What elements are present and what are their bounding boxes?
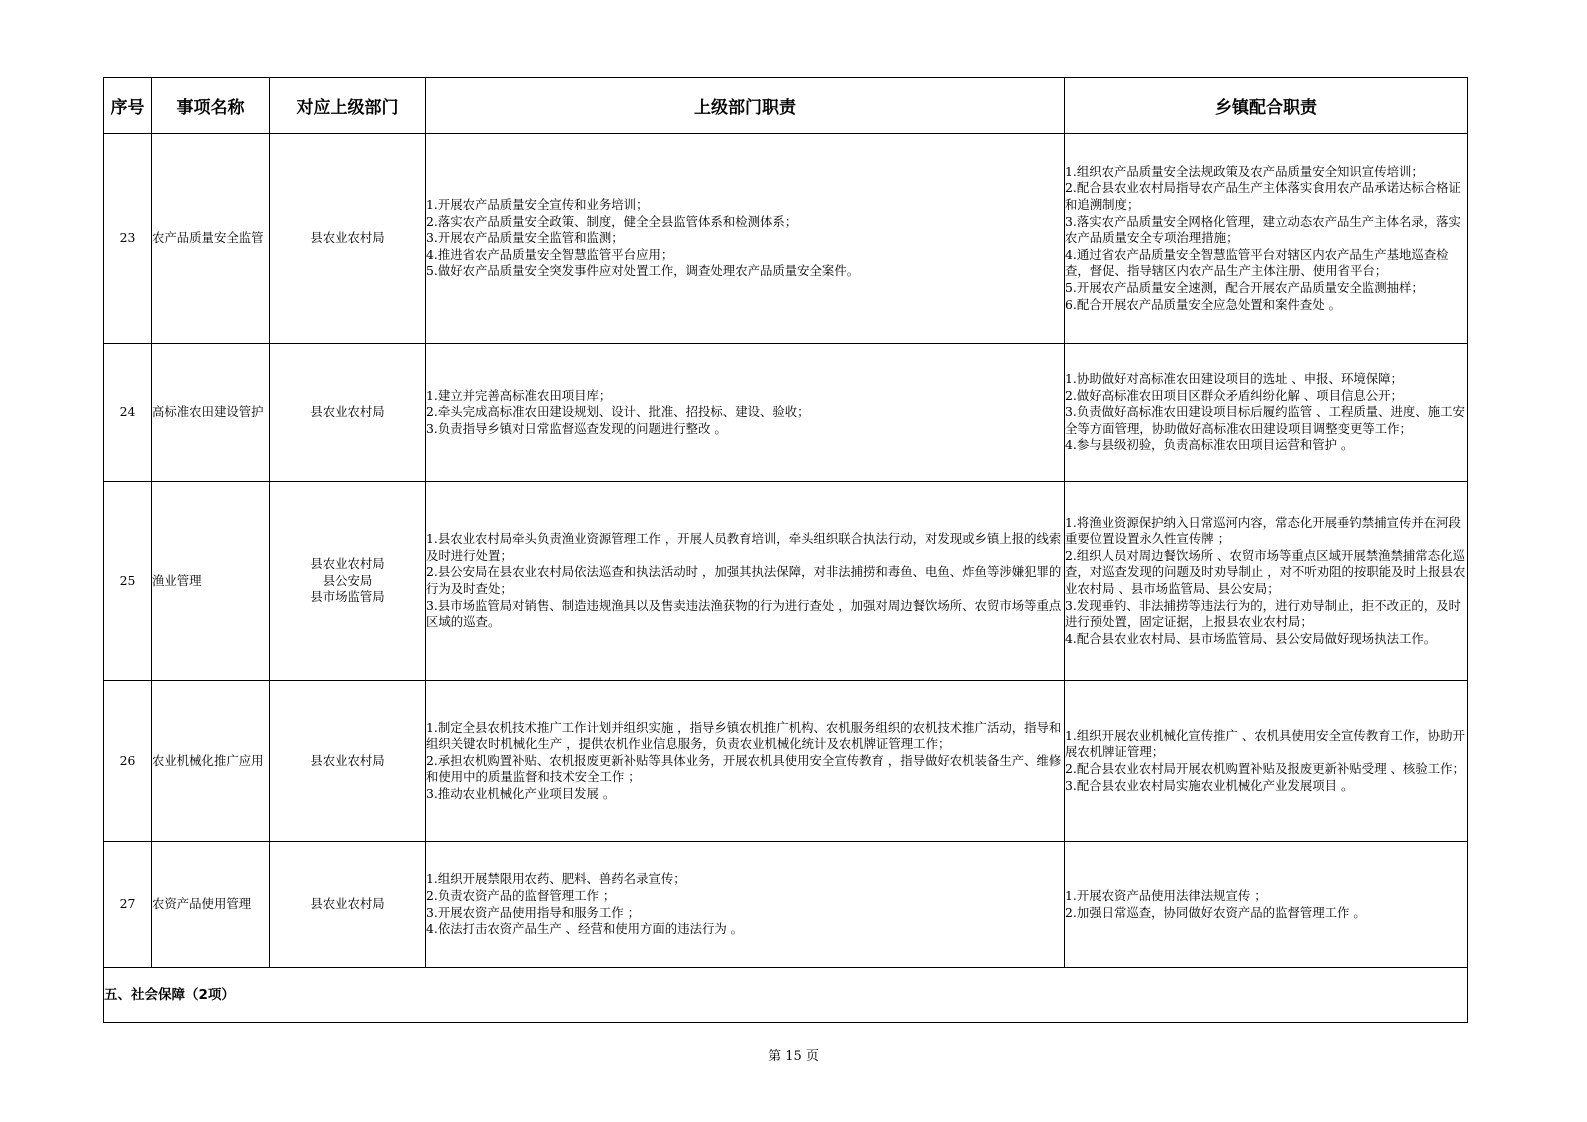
header-num: 序号 xyxy=(104,78,152,134)
duty-line: 1.组织开展禁限用农药、肥料、兽药名录宣传； xyxy=(426,871,686,887)
duty-line: 3.配合县农业农村局实施农业机械化产业发展项目 。 xyxy=(1065,777,1354,793)
dept-line: 县农业农村局 xyxy=(310,752,385,768)
dept-line: 县市场监管局 xyxy=(310,589,385,605)
duty-line: 5.做好农产品质量安全突发事件应对处置工作，调查处理农产品质量安全案件。 xyxy=(426,263,860,279)
duty-line: 3.负责指导乡镇对日常监督巡查发现的问题进行整改 。 xyxy=(426,420,727,436)
duty-line: 4.依法打击农资产品生产 、经营和使用方面的违法行为 。 xyxy=(426,921,744,937)
table-row xyxy=(104,134,1468,344)
duty-line: 4.参与县级初验，负责高标准农田项目运营和管护 。 xyxy=(1065,437,1354,453)
duty-line: 1.县农业农村局牵头负责渔业资源管理工作 ，开展人员教育培训，牵头组织联合执法行动，对发现或乡镇上报的线索及时进行处置； xyxy=(426,531,1062,563)
duty-line: 4.推进省农产品质量安全智慧监管平台应用； xyxy=(426,246,674,262)
dept-line: 县农业农村局 xyxy=(310,404,385,420)
row-town-duty xyxy=(1065,482,1468,681)
header-upper-duty: 上级部门职责 xyxy=(426,78,1065,134)
table-row xyxy=(104,482,1468,681)
duty-line: 3.负责做好高标准农田建设项目标后履约监管 、工程质量、进度、施工安全等方面管理，协助做好高标准农田建设项目调整变更等工作； xyxy=(1065,404,1465,436)
section-heading: 五、社会保障（2项） xyxy=(104,968,1468,1023)
row-upper-duty xyxy=(426,842,1065,968)
duty-line: 2.加强日常巡查，协同做好农资产品的监督管理工作 。 xyxy=(1065,904,1366,920)
row-upper-duty xyxy=(426,344,1065,482)
duty-line: 1.组织农产品质量安全法规政策及农产品质量安全知识宣传培训； xyxy=(1065,163,1424,179)
row-upper-duty xyxy=(426,134,1065,344)
row-num: 25 xyxy=(104,482,152,681)
duty-line: 3.县市场监管局对销售、制造违规渔具以及售卖违法渔获物的行为进行查处 ，加强对周边餐饮场所、农贸市场等重点区域的巡查。 xyxy=(426,597,1062,630)
duty-line: 2.配合县农业农村局指导农产品生产主体落实食用农产品承诺达标合格证和追溯制度； xyxy=(1065,180,1461,213)
row-town-duty xyxy=(1065,134,1468,344)
duty-line: 1.制定全县农机技术推广工作计划并组织实施 ，指导乡镇农机推广机构、农机服务组织的农机技术推广活动，指导和组织关键农时机械化生产 ，提供农机作业信息服务，负责农业机械化统计及农机牌证管理工作； xyxy=(426,719,1062,752)
duty-line: 3.落实农产品质量安全网格化管理，建立动态农产品生产主体名录，落实农产品质量安全专项治理措施； xyxy=(1065,213,1461,246)
row-item-name: 农资产品使用管理 xyxy=(152,842,270,968)
duty-line: 2.落实农产品质量安全政策、制度，健全全县监管体系和检测体系； xyxy=(426,213,798,229)
row-num: 24 xyxy=(104,344,152,482)
duty-table xyxy=(103,77,1468,1023)
table-body xyxy=(104,134,1468,1023)
row-item-name: 农业机械化推广应用 xyxy=(152,681,270,842)
duty-line: 2.承担农机购置补贴、农机报废更新补贴等具体业务，开展农机具使用安全宣传教育 ，指导做好农机装备生产、维修和使用中的质量监督和技术安全工作 ； xyxy=(426,752,1062,785)
table-row xyxy=(104,842,1468,968)
duty-line: 6.配合开展农产品质量安全应急处置和案件查处 。 xyxy=(1065,296,1341,312)
duty-line: 4.配合县农业农村局、县市场监管局、县公安局做好现场执法工作。 xyxy=(1065,630,1437,646)
duty-line: 1.开展农资产品使用法律法规宣传 ； xyxy=(1065,887,1267,903)
table-row xyxy=(104,681,1468,842)
row-town-duty xyxy=(1065,842,1468,968)
header-upper-dept: 对应上级部门 xyxy=(270,78,426,134)
table-row xyxy=(104,344,1468,482)
duty-line: 2.牵头完成高标准农田建设规划、设计、批准、招投标、建设、验收； xyxy=(426,404,810,420)
duty-line: 1.建立并完善高标准农田项目库； xyxy=(426,387,612,403)
header-town-duty: 乡镇配合职责 xyxy=(1065,78,1468,134)
row-dept xyxy=(270,681,426,842)
duty-line: 1.开展农产品质量安全宣传和业务培训； xyxy=(426,197,649,213)
section-row xyxy=(104,968,1468,1023)
duty-line: 3.推动农业机械化产业项目发展 。 xyxy=(426,785,616,801)
row-item-name: 渔业管理 xyxy=(152,482,270,681)
row-num: 23 xyxy=(104,134,152,344)
page-number: 第 15 页 xyxy=(768,1049,819,1064)
row-dept xyxy=(270,842,426,968)
duty-line: 2.配合县农业农村局开展农机购置补贴及报废更新补贴受理 、核验工作； xyxy=(1065,761,1465,776)
row-num: 27 xyxy=(104,842,152,968)
duty-line: 2.县公安局在县农业农村局依法巡查和执法活动时 ，加强其执法保障，对非法捕捞和毒鱼、电鱼、炸鱼等涉嫌犯罪的行为及时查处； xyxy=(426,564,1062,596)
row-upper-duty xyxy=(426,482,1065,681)
dept-line: 县农业农村局 xyxy=(310,556,385,572)
row-upper-duty xyxy=(426,681,1065,842)
row-dept xyxy=(270,482,426,681)
duty-line: 4.通过省农产品质量安全智慧监管平台对辖区内农产品生产基地巡查检查，督促、指导辖区内农产品生产主体注册、使用省平台； xyxy=(1065,246,1449,279)
dept-line: 县公安局 xyxy=(322,572,373,588)
duty-line: 3.开展农产品质量安全监管和监测； xyxy=(426,230,624,246)
header-row xyxy=(104,78,1468,134)
duty-line: 5.开展农产品质量安全速测，配合开展农产品质量安全监测抽样； xyxy=(1065,279,1424,295)
header-item-name: 事项名称 xyxy=(152,78,270,134)
duty-line: 2.负责农资产品的监督管理工作 ； xyxy=(426,887,616,903)
row-item-name: 农产品质量安全监管 xyxy=(152,134,270,344)
dept-line: 县农业农村局 xyxy=(310,896,385,912)
row-town-duty xyxy=(1065,681,1468,842)
duty-line: 3.发现垂钓、非法捕捞等违法行为的，进行劝导制止，拒不改正的，及时进行预处置，固定证据，上报县农业农村局； xyxy=(1065,597,1461,630)
duty-line: 2.做好高标准农田项目区群众矛盾纠纷化解 、项目信息公开； xyxy=(1065,387,1403,403)
duty-line: 1.将渔业资源保护纳入日常巡河内容，常态化开展垂钓禁捕宣传并在河段重要位置设置永久性宣传牌 ； xyxy=(1065,514,1461,547)
duty-line: 3.开展农资产品使用指导和服务工作 ； xyxy=(426,904,641,920)
duty-line: 1.协助做好对高标准农田建设项目的选址 、申报、环境保障； xyxy=(1065,371,1403,387)
row-town-duty xyxy=(1065,344,1468,482)
row-dept xyxy=(270,344,426,482)
row-num: 26 xyxy=(104,681,152,842)
duty-line: 2.组织人员对周边餐饮场所 、农贸市场等重点区域开展禁渔禁捕常态化巡查，对巡查发现的问题及时劝导制止 ，对不听劝阻的按职能及时上报县农业农村局 、县市场监管局、县公安局； xyxy=(1065,547,1466,596)
row-item-name: 高标准农田建设管护 xyxy=(152,344,270,482)
duty-line: 1.组织开展农业机械化宣传推广 、农机具使用安全宣传教育工作，协助开展农机牌证管理； xyxy=(1065,727,1465,760)
row-dept xyxy=(270,134,426,344)
dept-line: 县农业农村局 xyxy=(310,230,385,246)
